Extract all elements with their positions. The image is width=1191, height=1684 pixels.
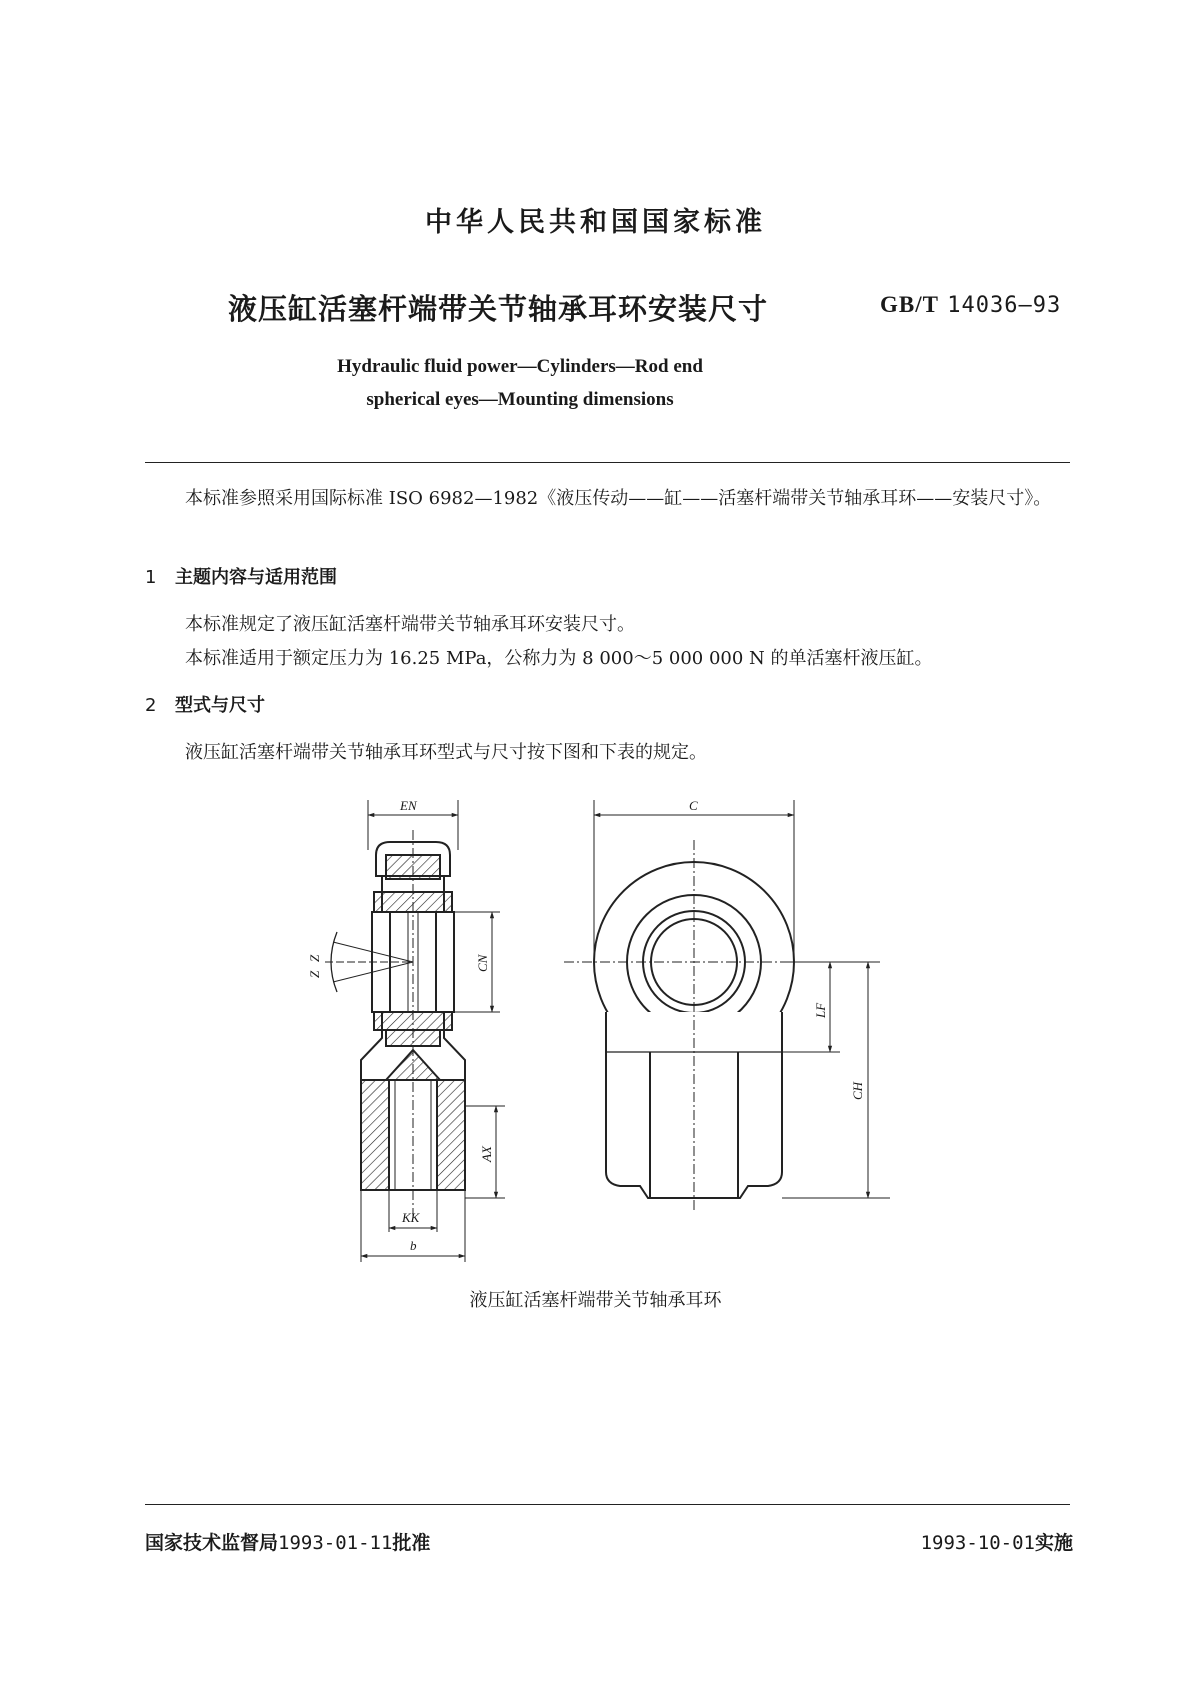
standard-title: 液压缸活塞杆端带关节轴承耳环安装尺寸 <box>228 292 769 326</box>
label-lf: LF <box>813 1002 828 1018</box>
english-title-line2: spherical eyes—Mounting dimensions <box>366 389 674 410</box>
section-2-paragraph-1: 液压缸活塞杆端带关节轴承耳环型式与尺寸按下图和下表的规定。 <box>185 742 707 763</box>
approval-suffix: 批准 <box>392 1532 431 1554</box>
section-2-title: 型式与尺寸 <box>175 695 265 716</box>
label-ax: AX <box>479 1146 494 1162</box>
section-2-number: 2 <box>145 695 157 716</box>
front-view <box>564 840 810 1210</box>
label-kk: KK <box>402 1210 420 1225</box>
label-z1: Z <box>307 954 322 962</box>
label-ch: CH <box>850 1081 865 1100</box>
label-cn: CN <box>475 954 490 972</box>
figure-caption: 液压缸活塞杆端带关节轴承耳环 <box>469 1290 722 1311</box>
label-z2: Z <box>307 970 322 978</box>
national-standard-header: 中华人民共和国国家标准 <box>425 207 766 238</box>
bottom-divider <box>145 1504 1070 1505</box>
standard-code: 14036—93 <box>947 293 1062 318</box>
english-title-line1: Hydraulic fluid power—Cylinders—Rod end <box>337 356 703 377</box>
section-1-title: 主题内容与适用范围 <box>175 567 337 588</box>
section-1-number: 1 <box>145 567 157 588</box>
approval-line <box>145 1528 430 1555</box>
label-c: C <box>689 798 698 813</box>
side-view <box>325 830 465 1220</box>
standard-prefix: GB/T <box>880 292 939 317</box>
approval-date: 1993-01-11 <box>278 1532 393 1554</box>
effective-suffix: 实施 <box>1034 1532 1073 1554</box>
effective-date: 1993-10-01 <box>920 1532 1035 1554</box>
label-b: b <box>410 1238 417 1253</box>
section-1-paragraph-2: 本标准适用于额定压力为 16.25 MPa，公称力为 8 000～5 000 000 N 的单活塞杆液压缸。 <box>185 648 933 669</box>
effective-line <box>921 1528 1073 1555</box>
approval-org: 国家技术监督局 <box>145 1532 279 1554</box>
label-en: EN <box>400 798 417 813</box>
section-1-paragraph-1: 本标准规定了液压缸活塞杆端带关节轴承耳环安装尺寸。 <box>185 614 635 635</box>
reference-paragraph: 本标准参照采用国际标准 ISO 6982—1982《液压传动——缸——活塞杆端带关节轴承耳环——安装尺寸》。 <box>185 488 1052 509</box>
